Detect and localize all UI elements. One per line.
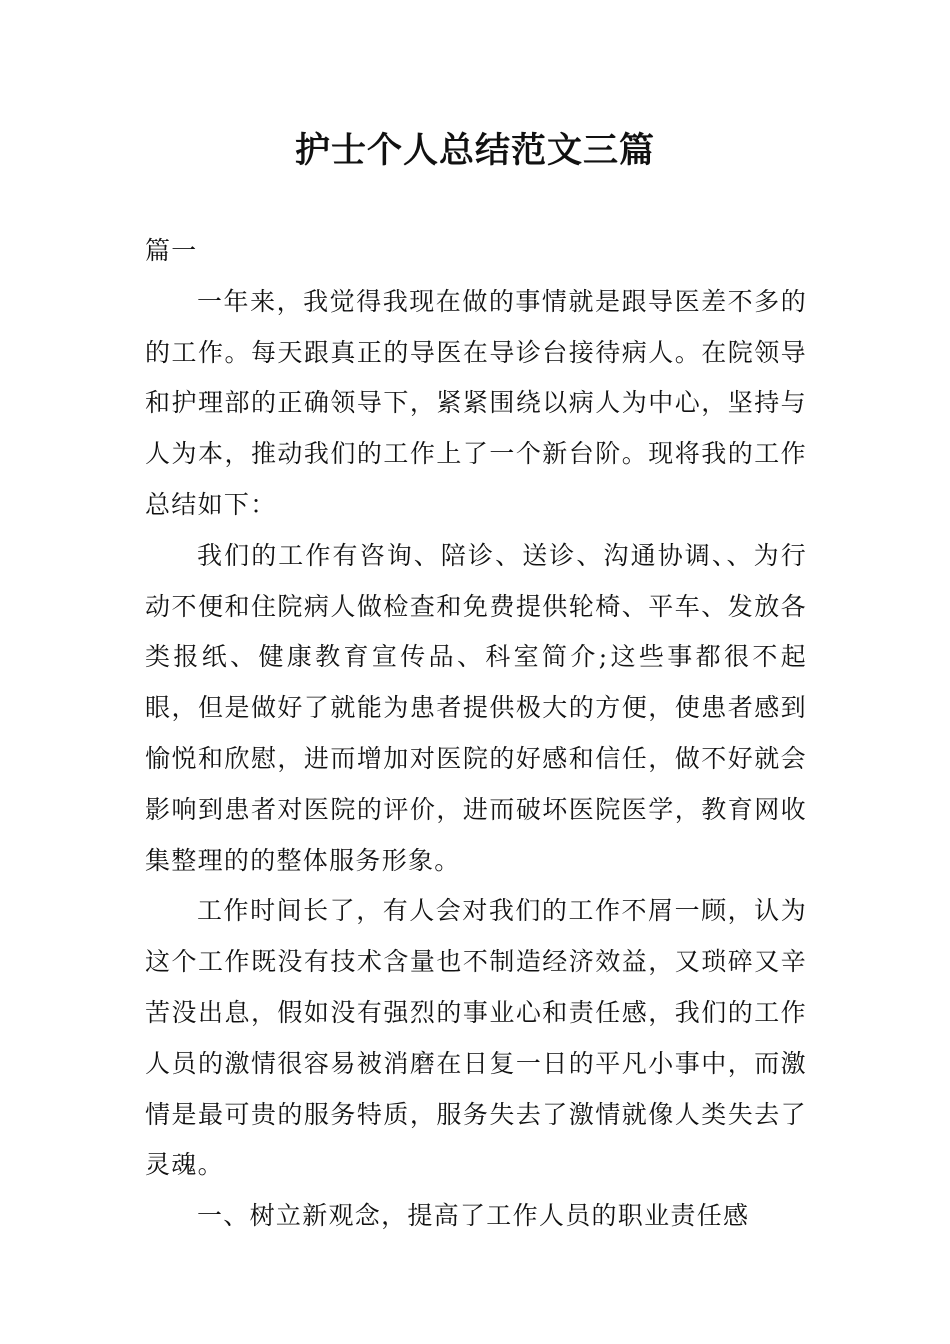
paragraph-duties: 我们的工作有咨询、陪诊、送诊、沟通协调、、为行动不便和住院病人做检查和免费提供轮椅、平车、发放各类报纸、健康教育宣传品、科室简介;这些事都很不起眼，但是做好了就能为患者提供极大的方便，使患者感到愉悦和欣慰，进而增加对医院的好感和信任，做不好就会影响到患者对医院的评价，进而破坏医院医学，教育网收集整理的的整体服务形象。 — [145, 540, 807, 875]
paragraph-intro: 一年来，我觉得我现在做的事情就是跟导医差不多的的工作。每天跟真正的导医在导诊台接待病人。在院领导和护理部的正确领导下，紧紧围绕以病人为中心，坚持与人为本，推动我们的工作上了一个新台阶。现将我的工作总结如下： — [145, 286, 807, 519]
section-heading-1: 一、树立新观念，提高了工作人员的职业责任感 — [197, 1201, 750, 1231]
document-title: 护士个人总结范文三篇 — [294, 131, 655, 171]
section-label: 篇一 — [145, 236, 198, 265]
paragraph-passion: 工作时间长了，有人会对我们的工作不屑一顾，认为这个工作既没有技术含量也不制造经济效益，又琐碎又辛苦没出息，假如没有强烈的事业心和责任感，我们的工作人员的激情很容易被消磨在日复一日的平凡小事中，而激情是最可贵的服务特质，服务失去了激情就像人类失去了灵魂。 — [145, 896, 807, 1180]
document-body — [145, 226, 807, 1242]
